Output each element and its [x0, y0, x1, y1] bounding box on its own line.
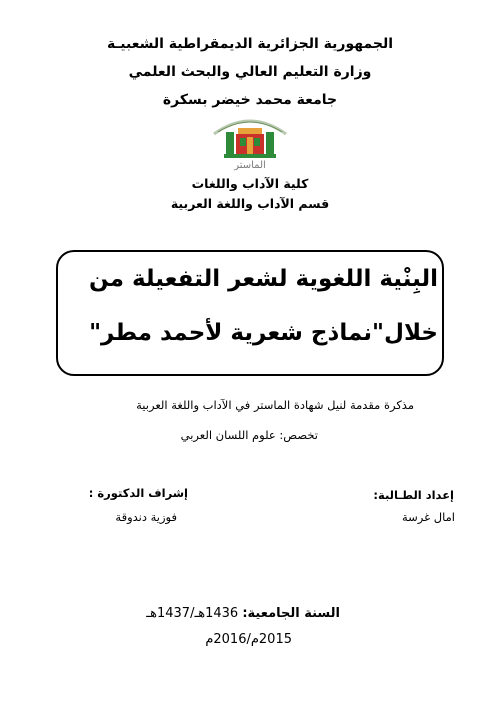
academic-year-hijri: 1436هـ/1437هـ [146, 606, 239, 621]
ministry-heading: وزارة التعليم العالي والبحث العلمي [128, 64, 372, 80]
academic-year-label: السنة الجامعية: [242, 606, 340, 621]
student-label: إعداد الطـالبة: [373, 488, 454, 502]
academic-year-hijri-line [146, 606, 340, 621]
university-heading: جامعة محمد خيضر بسكرة [162, 92, 338, 108]
supervisor-name: فوزية دندوقة [115, 510, 177, 524]
republic-heading: الجمهورية الجزائرية الديمقراطية الشعبيـة [106, 36, 393, 52]
thesis-title-line-1: البِنْية اللغوية لشعر التفعيلة من [89, 266, 438, 292]
specialization: تخصص: علوم اللسان العربي [180, 428, 318, 442]
student-name: امال غرسة [401, 510, 455, 524]
academic-year-gregorian: 2015م/2016م [205, 632, 292, 647]
university-logo [200, 112, 300, 174]
college-name: كلية الآداب واللغات [191, 176, 309, 191]
memo-description: مذكرة مقدمة لنيل شهادة الماستر في الآداب واللغة العربية [136, 398, 414, 412]
supervisor-label: إشراف الدكتورة : [88, 486, 188, 500]
thesis-title-line-2: خلال"نماذج شعرية لأحمد مطر" [89, 320, 438, 346]
logo-caption: الماستر [234, 160, 266, 171]
department-name: قسم الآداب واللغة العربية [170, 196, 330, 211]
